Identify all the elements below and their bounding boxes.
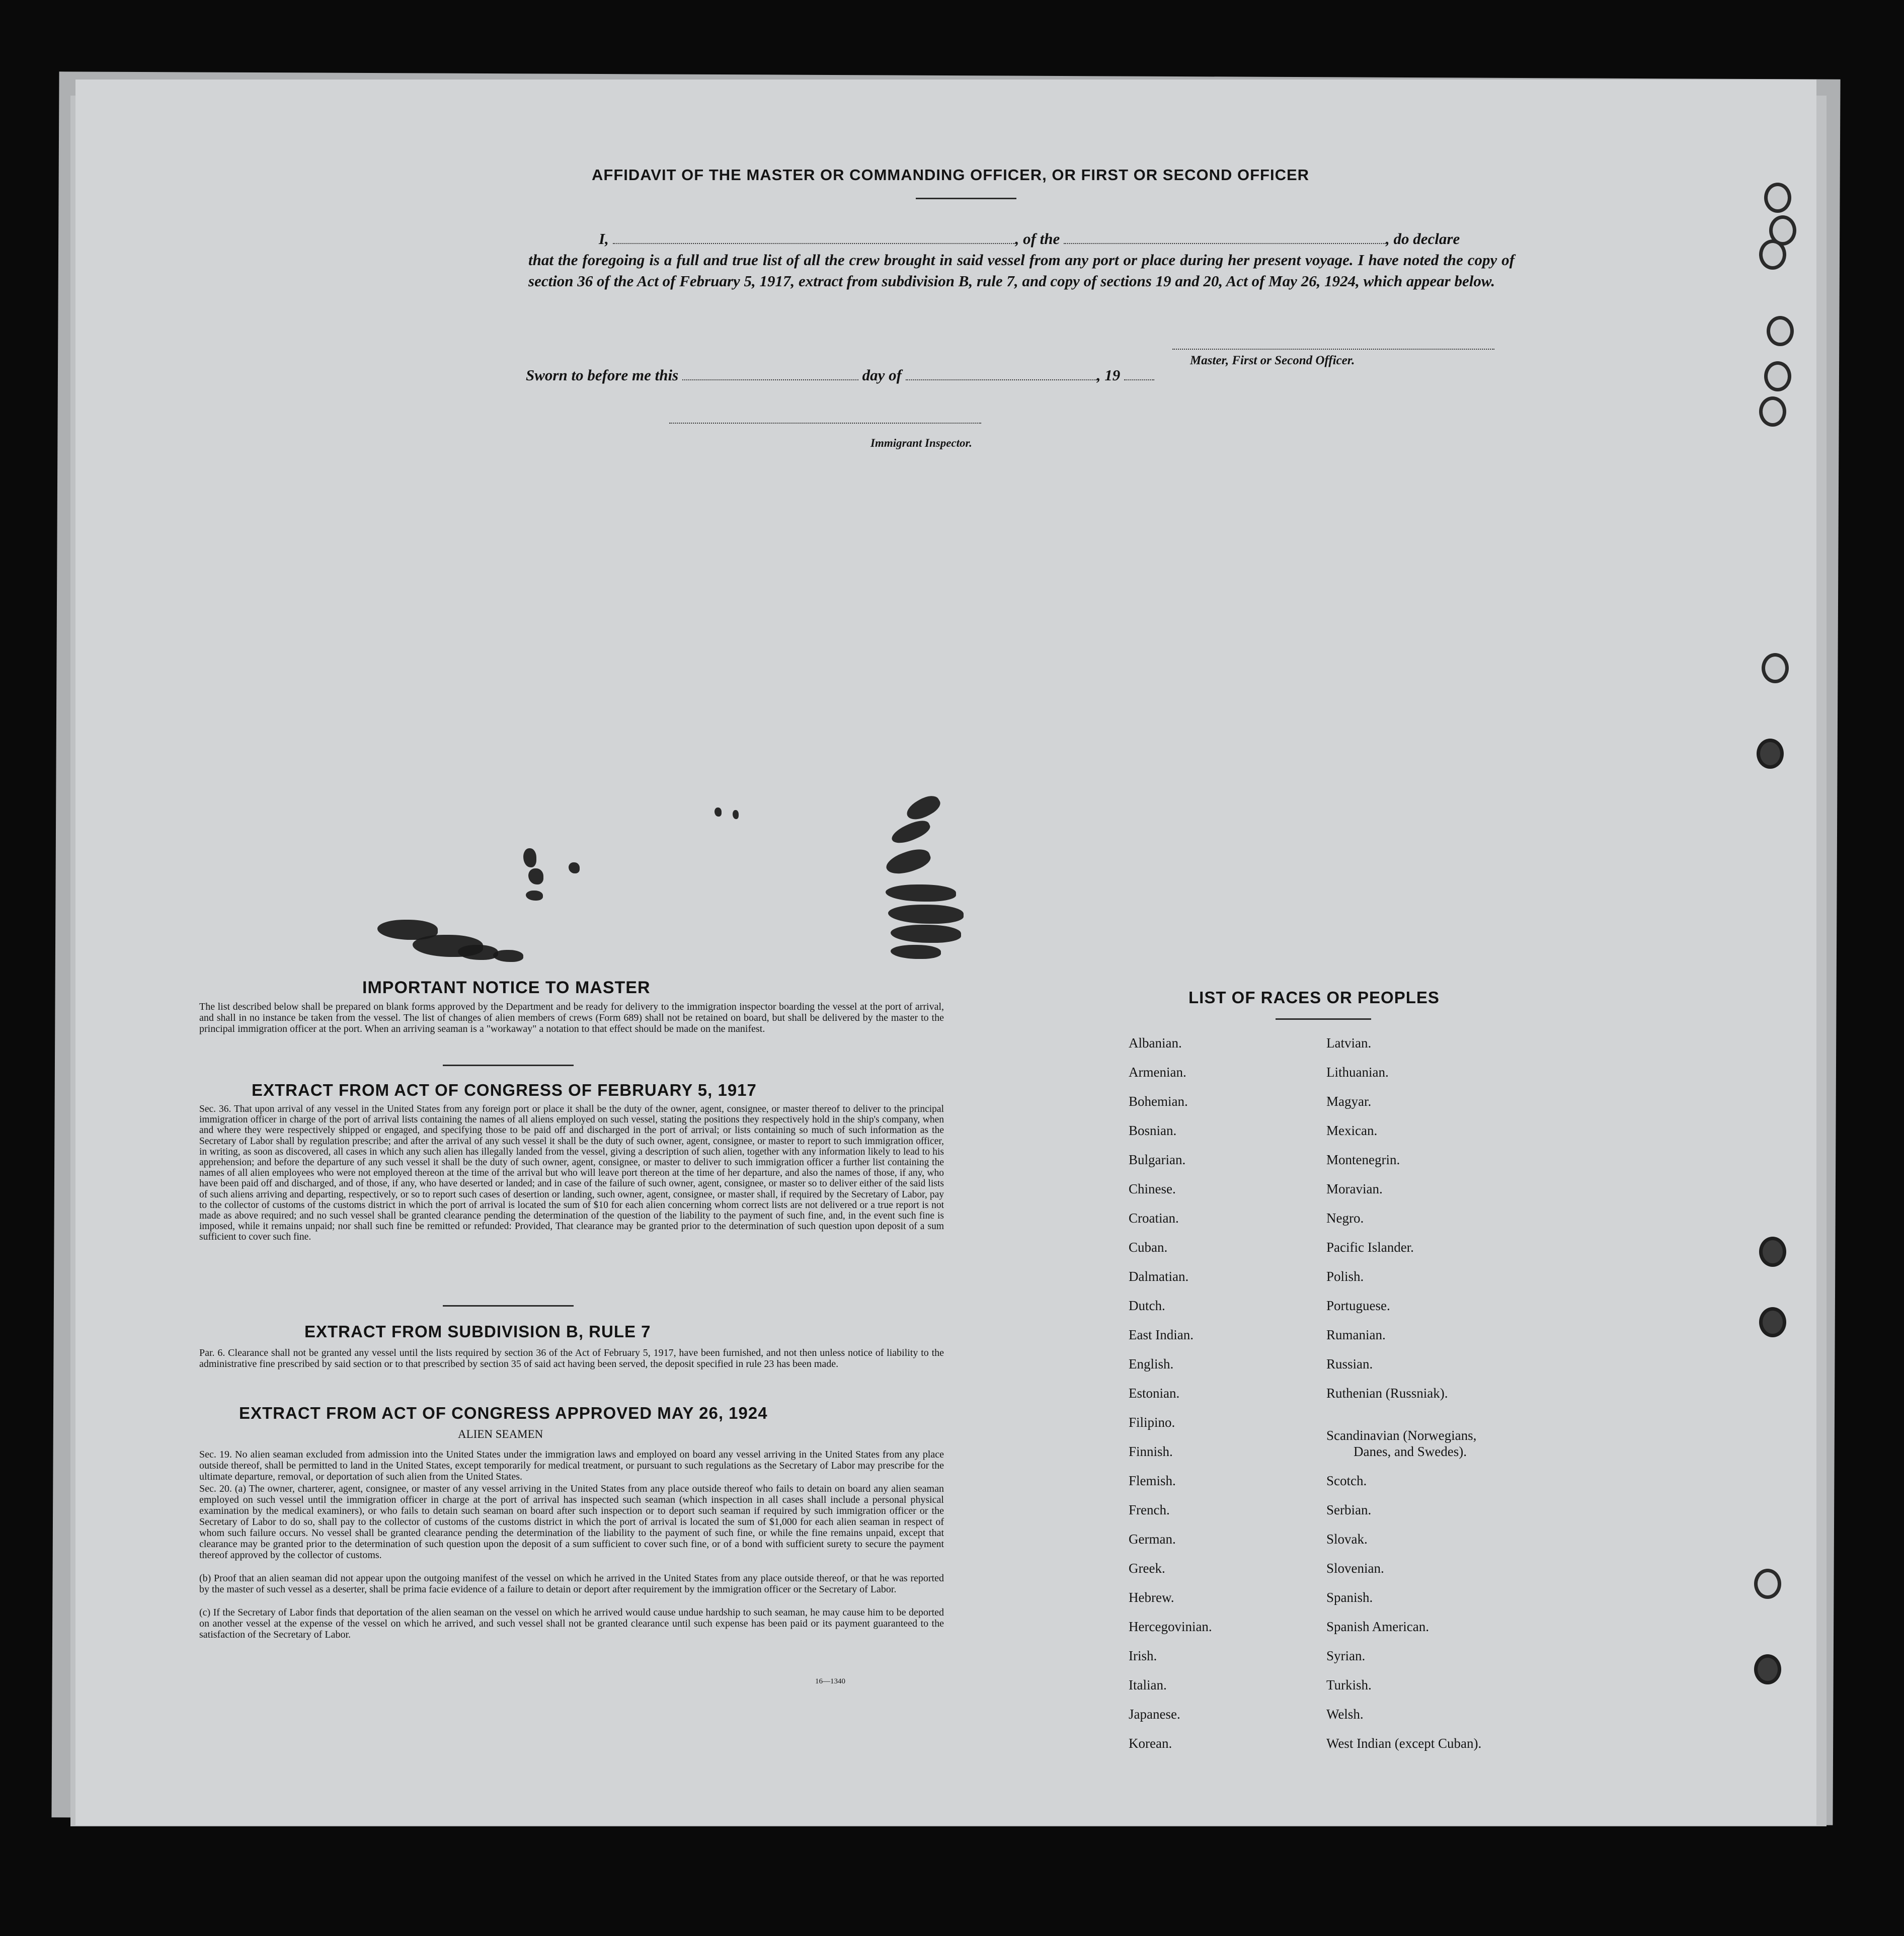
binder-hole <box>1759 1237 1786 1267</box>
master-signature-label: Master, First or Second Officer. <box>1190 354 1355 367</box>
race-item: Cuban. <box>1129 1240 1168 1255</box>
affidavit-title: AFFIDAVIT OF THE MASTER OR COMMANDING OFFICER, OR FIRST OR SECOND OFFICER <box>592 166 1310 184</box>
race-item: Irish. <box>1129 1648 1157 1663</box>
race-item: Dalmatian. <box>1129 1269 1189 1284</box>
section-rule <box>443 1065 574 1066</box>
section-20b-text: (b) Proof that an alien seaman did not appear upon the outgoing manifest of the vessel on which he arrived in the United States from any place outside thereof, or that he was reported by the master of such vessel as a deserter, shall be prima facie evidence of a failure to detain or deport after requirement by the immigration officer or the Secretary of Labor. <box>199 1573 944 1595</box>
declaration-first-line <box>528 228 1515 250</box>
declarant-label: I, <box>599 230 609 248</box>
section-20c-text: (c) If the Secretary of Labor finds that deportation of the alien seaman on the vessel on which he arrived would cause undue hardship to such seaman, he may cause him to be deported on another vessel at the expense of the vessel on which he arrived, and such vessel shall not be granted clearance until such expense has been paid or its payment guaranteed to the satisfaction of the Secretary of Labor. <box>199 1607 944 1640</box>
race-item: English. <box>1129 1356 1174 1372</box>
section-19-text: Sec. 19. No alien seaman excluded from admission into the United States under the immigration laws and employed on board any vessel arriving in the United States from any place outside thereof, shall be permitted to land in the United States, except temporarily for medical treatment, or pursuant to such regulations as the Secretary of Labor may prescribe for the ultimate departure, removal, or deportation of such alien from the United States. <box>199 1449 944 1482</box>
race-item: Filipino. <box>1129 1415 1175 1430</box>
race-item: Portuguese. <box>1326 1298 1390 1313</box>
binder-holes <box>1746 79 1816 1825</box>
race-item: Finnish. <box>1129 1444 1173 1459</box>
declarant-name-field[interactable] <box>613 243 1015 244</box>
notice-title: IMPORTANT NOTICE TO MASTER <box>362 978 651 997</box>
race-item: Italian. <box>1129 1677 1167 1692</box>
race-item: Armenian. <box>1129 1065 1186 1080</box>
ink-smudge <box>888 905 964 924</box>
race-item: Rumanian. <box>1326 1327 1386 1342</box>
binder-hole <box>1762 653 1789 683</box>
race-item: Korean. <box>1129 1736 1172 1751</box>
sworn-year-field[interactable] <box>1124 379 1154 380</box>
ink-smudge <box>904 791 943 825</box>
race-item: Magyar. <box>1326 1094 1372 1109</box>
notice-text: The list described below shall be prepared on blank forms approved by the Department and be ready for delivery to the immigration inspector boarding the vessel at the port of arrival, and shall in no instance be taken from the vessel. The list of changes of alien members of crews (Form 689) shall not be retained on board, but shall be delivered by the master to the principal immigration officer at the port. When an arriving seaman is a "workaway" a notation to that effect should be made on the manifest. <box>199 1001 944 1034</box>
race-item: Moravian. <box>1326 1181 1383 1196</box>
race-item: Negro. <box>1326 1211 1364 1226</box>
section-rule <box>443 1305 574 1307</box>
sworn-day-field[interactable] <box>682 379 858 380</box>
race-item: Montenegrin. <box>1326 1152 1400 1167</box>
race-item: Danes, and Swedes). <box>1354 1444 1467 1459</box>
ink-smudge <box>891 925 961 943</box>
race-item: German. <box>1129 1531 1176 1547</box>
race-item: Syrian. <box>1326 1648 1366 1663</box>
ink-smudge <box>523 848 536 867</box>
document-page <box>75 79 1816 1825</box>
vessel-label: , of the <box>1015 230 1060 248</box>
affidavit-declaration <box>528 228 1515 292</box>
race-item: Bulgarian. <box>1129 1152 1186 1167</box>
race-item: Mexican. <box>1326 1123 1378 1138</box>
vessel-name-field[interactable] <box>1064 243 1386 244</box>
binder-hole <box>1764 183 1791 213</box>
section-20a-text: Sec. 20. (a) The owner, charterer, agent, consignee, or master of any vessel arriving in the United States from any place outside thereof who fails to detain on board any alien seaman employed on such vessel until the immigration officer in charge at the port of arrival has inspected such seaman (which inspection in all cases shall include a personal physical examination by the medical examiners), or who fails to detain such seaman on board after such inspection or to deport such seaman if required by such immigration officer or the Secretary of Labor to do so, shall pay to the collector of customs of the customs district in which the port of arrival is located the sum of $1,000 for each alien seaman in respect of whom such failure occurs. No vessel shall be granted clearance pending the determination of the liability to the payment of such fine, or while the fine remains unpaid, except that clearance may be granted prior to the determination of such question upon the deposit of a sum sufficient to cover such fine, or of a bond with sufficient surety to secure the payment thereof approved by the collector of customs. <box>199 1483 944 1561</box>
ink-smudge <box>526 891 543 901</box>
race-item: Slovenian. <box>1326 1561 1384 1576</box>
declaration-body: that the foregoing is a full and true list of all the crew brought in said vessel from any port or place during her present voyage. I have noted the copy of section 36 of the Act of February 5, 1917, extract from subdivision B, rule 7, and copy of sections 19 and 20, Act of May 26, 1924, which appear below. <box>528 251 1515 290</box>
binder-hole <box>1754 1569 1781 1599</box>
binder-hole <box>1759 396 1786 427</box>
race-item: Serbian. <box>1326 1502 1372 1517</box>
extract-1917-text: Sec. 36. That upon arrival of any vessel in the United States from any foreign port or place it shall be the duty of the owner, agent, consignee, or master thereof to deliver to the principal immigration officer in charge of the port of arrival lists containing the names of all aliens employed on such vessel, stating the positions they respectively hold in the ship's company, when and where they were respectively shipped or engaged, and specifying those to be paid off and discharged in the port of arrival; or lists containing so much of such information as the Secretary of Labor shall by regulation prescribe; and after the arrival of any such vessel it shall be the duty of such owner, agent, consignee, or master to report to such immigration officer, in writing, as soon as discovered, all cases in which any such alien has illegally landed from the vessel, giving a description of such alien, together with any information likely to lead to his apprehension; and before the departure of any such vessel it shall be the duty of such owner, agent, consignee, or master to deliver to such immigration officer a further list containing the names of all alien employees who were not employed thereon at the time of the arrival but who will leave port thereon at the time of her departure, and also the names of those, if any, who have been paid off and discharged, and of those, if any, who have deserted or landed; and in case of the failure of such owner, agent, consignee, or master so to deliver either of the said lists of such aliens arriving and departing, respectively, or so to report such cases of desertion or landing, such owner, agent, consignee, or master shall, if required by the Secretary of Labor, pay to the collector of customs of the customs district in which the port of arrival is located the sum of $10 for each alien concerning whom correct lists are not delivered or a true report is not made as above required; and no such vessel shall be granted clearance pending the determination of the question of the liability to the payment of such fine, and, in the event such fine is imposed, while it remains unpaid; nor shall such fine be remitted or refunded: Provided, That clearance may be granted prior to the determination of such question upon deposit of a sum sufficient to cover such fine. <box>199 1104 944 1243</box>
race-item: Bosnian. <box>1129 1123 1177 1138</box>
binder-hole <box>1764 361 1791 391</box>
inspector-label: Immigrant Inspector. <box>870 437 972 449</box>
sworn-month-field[interactable] <box>906 379 1097 380</box>
race-item: Spanish American. <box>1326 1619 1429 1634</box>
race-item: Slovak. <box>1326 1531 1368 1547</box>
binder-hole <box>1759 239 1786 270</box>
sworn-statement <box>526 366 1154 384</box>
ink-smudge <box>458 945 498 960</box>
extract-1917-title: EXTRACT FROM ACT OF CONGRESS OF FEBRUARY 5, 1917 <box>252 1081 757 1099</box>
race-item: Pacific Islander. <box>1326 1240 1414 1255</box>
ink-smudge <box>715 808 722 817</box>
race-item: Dutch. <box>1129 1298 1165 1313</box>
race-item: Estonian. <box>1129 1386 1180 1401</box>
ink-smudge <box>891 945 941 959</box>
sworn-label: Sworn to before me this <box>526 366 679 384</box>
race-item: Japanese. <box>1129 1707 1180 1722</box>
ink-smudge <box>493 950 523 962</box>
race-item: Scotch. <box>1326 1473 1367 1488</box>
race-item: Polish. <box>1326 1269 1364 1284</box>
race-item: Welsh. <box>1326 1707 1364 1722</box>
race-item: Spanish. <box>1326 1590 1373 1605</box>
race-item: Scandinavian (Norwegians, <box>1326 1428 1477 1443</box>
ink-smudge <box>569 862 580 873</box>
binder-hole <box>1754 1654 1781 1684</box>
day-of-label: day of <box>862 366 902 384</box>
binder-hole <box>1759 1307 1786 1337</box>
ink-smudge <box>889 817 932 848</box>
alien-seamen-subtitle: ALIEN SEAMEN <box>458 1428 543 1440</box>
race-item: Chinese. <box>1129 1181 1176 1196</box>
race-item: Hercegovinian. <box>1129 1619 1212 1634</box>
binder-hole <box>1767 316 1794 346</box>
extract-rule7-text: Par. 6. Clearance shall not be granted any vessel until the lists required by section 36 of the Act of February 5, 1917, have been furnished, and not then unless notice of liability to the administrative fine prescribed by said section or to that prescribed by section 35 of said act having been served, the deposit specified in rule 23 has been made. <box>199 1347 944 1369</box>
ink-smudge <box>528 868 543 884</box>
races-title: LIST OF RACES OR PEOPLES <box>1188 988 1440 1007</box>
race-item: Russian. <box>1326 1356 1373 1372</box>
master-signature-line[interactable] <box>1172 349 1494 350</box>
form-number: 16—1340 <box>815 1677 845 1685</box>
race-item: East Indian. <box>1129 1327 1194 1342</box>
race-item: Turkish. <box>1326 1677 1372 1692</box>
race-item: French. <box>1129 1502 1170 1517</box>
race-item: Flemish. <box>1129 1473 1176 1488</box>
race-item: Lithuanian. <box>1326 1065 1389 1080</box>
race-item: Latvian. <box>1326 1035 1372 1051</box>
ink-smudge <box>733 810 739 819</box>
races-title-rule <box>1276 1018 1371 1020</box>
extract-1924-title: EXTRACT FROM ACT OF CONGRESS APPROVED MAY 26, 1924 <box>239 1404 768 1422</box>
declare-label: , do declare <box>1386 230 1460 248</box>
race-item: Ruthenian (Russniak). <box>1326 1386 1448 1401</box>
inspector-signature-line[interactable] <box>669 423 981 424</box>
year-label: , 19 <box>1096 366 1121 384</box>
extract-rule7-title: EXTRACT FROM SUBDIVISION B, RULE 7 <box>304 1322 651 1341</box>
race-item: Bohemian. <box>1129 1094 1188 1109</box>
title-rule <box>916 198 1016 199</box>
race-item: Croatian. <box>1129 1211 1179 1226</box>
ink-smudge <box>886 884 956 902</box>
race-item: Hebrew. <box>1129 1590 1174 1605</box>
race-item: Albanian. <box>1129 1035 1182 1051</box>
race-item: West Indian (except Cuban). <box>1326 1736 1482 1751</box>
binder-hole <box>1757 739 1784 769</box>
ink-smudge <box>884 845 933 879</box>
race-item: Greek. <box>1129 1561 1165 1576</box>
